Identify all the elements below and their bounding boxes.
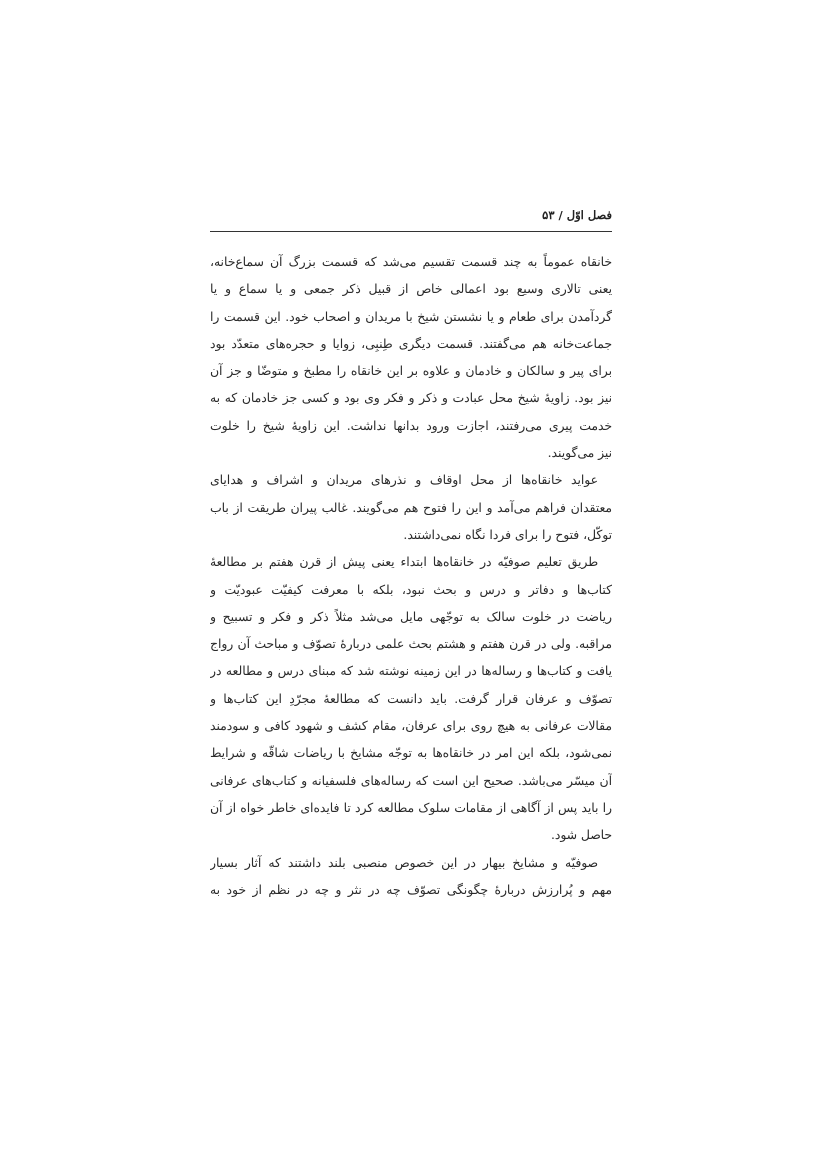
paragraph-1 [210,249,612,467]
body-text [210,249,612,904]
text-line: یافت و کتاب‌ها و رساله‌ها در این زمینه نوشته شد که مبنای درس و مطالعه در [210,664,612,679]
text-line: را باید پس از آگاهی از مقامات سلوک مطالعه کرد تا فایده‌ای خاطر خواه از آن [210,800,612,815]
text-line: تصوّف و عرفان قرار گرفت. باید دانست که مطالعهٔ مجرّدِ این کتاب‌ها و [210,691,612,706]
text-line: طریق تعلیم صوفیّه در خانقاه‌ها ابتداء یعنی پیش از قرن هفتم بر مطالعهٔ [210,555,598,570]
running-head: فصل اوّل / ۵۳ [542,208,612,222]
text-line: حاصل شود. [550,828,612,843]
text-line: نیز می‌گویند. [547,446,612,461]
text-line: معتقدان فراهم می‌آمد و این را فتوح هم می‌گویند. غالب پیران طریقت از باب [210,500,612,515]
paragraph-2 [210,467,612,549]
text-line: مهم و پُرارزش دربارهٔ چگونگی تصوّف چه در نثر و چه در نظم از خود به [210,882,612,897]
text-line: برای پیر و سالکان و خادمان و علاوه بر این خانقاه را مطبخ و متوضّا و جز آن [210,364,612,379]
text-line: خانقاه عموماً به چند قسمت تقسیم می‌شد که قسمت بزرگ آن سماع‌خانه، [210,255,612,269]
text-line: خدمت پیری می‌رفتند، اجازت ورود بدانها نداشت. این زاویهٔ شیخ را خلوت [210,418,612,433]
text-line: نیز بود. زاویهٔ شیخ محل عبادت و ذکر و فکر وی بود و کسی جز خادمان که به [210,391,612,406]
header-rule [210,231,612,232]
text-line: عواید خانقاه‌ها از محل اوقاف و نذرهای مریدان و اشراف و هدایای [210,473,598,488]
page-header [210,205,612,231]
text-line: صوفیّه و مشایخ بیهار در این خصوص منصبی بلند داشتند که آثار بسیار [210,855,598,870]
text-line: توکّل، فتوح را برای فردا نگاه نمی‌داشتند. [403,527,612,542]
text-line: کتاب‌ها و دفاتر و درس و بحث نبود، بلکه با معرفت کیفیّت عبودیّت و [210,582,612,597]
text-line: گردآمدن برای طعام و یا نشستن شیخ با مریدان و اصحاب خود. این قسمت را [210,309,612,324]
paragraph-3 [210,549,612,849]
text-line: یعنی تالاری وسیع بود اعمالی خاص از قبیل ذکر جمعی و یا سماع و یا [210,282,612,297]
text-line: نمی‌شود، بلکه این امر در خانقاه‌ها به توجّه مشایخ با ریاضات شاقّه و شرایط [210,746,612,761]
text-line: ریاضت در خلوت سالک به توجّهی مایل می‌شد مثلاً ذکر و فکر و تسبیح و [210,609,612,624]
text-line: جماعت‌خانه هم می‌گفتند. قسمت دیگری طِنبِی، زوایا و حجره‌های متعدّد بود [210,336,612,351]
text-line: مراقبه. ولی در قرن هفتم و هشتم بحث علمی دربارهٔ تصوّف و مباحث آن رواج [210,637,612,652]
text-line: آن میسّر می‌باشد. صحیح این است که رساله‌های فلسفیانه و کتاب‌های عرفانی [210,773,612,788]
paragraph-4 [210,850,612,905]
text-line: مقالات عرفانی به هیچ روی برای عرفان، مقام کشف و شهود کافی و سودمند [210,719,612,734]
